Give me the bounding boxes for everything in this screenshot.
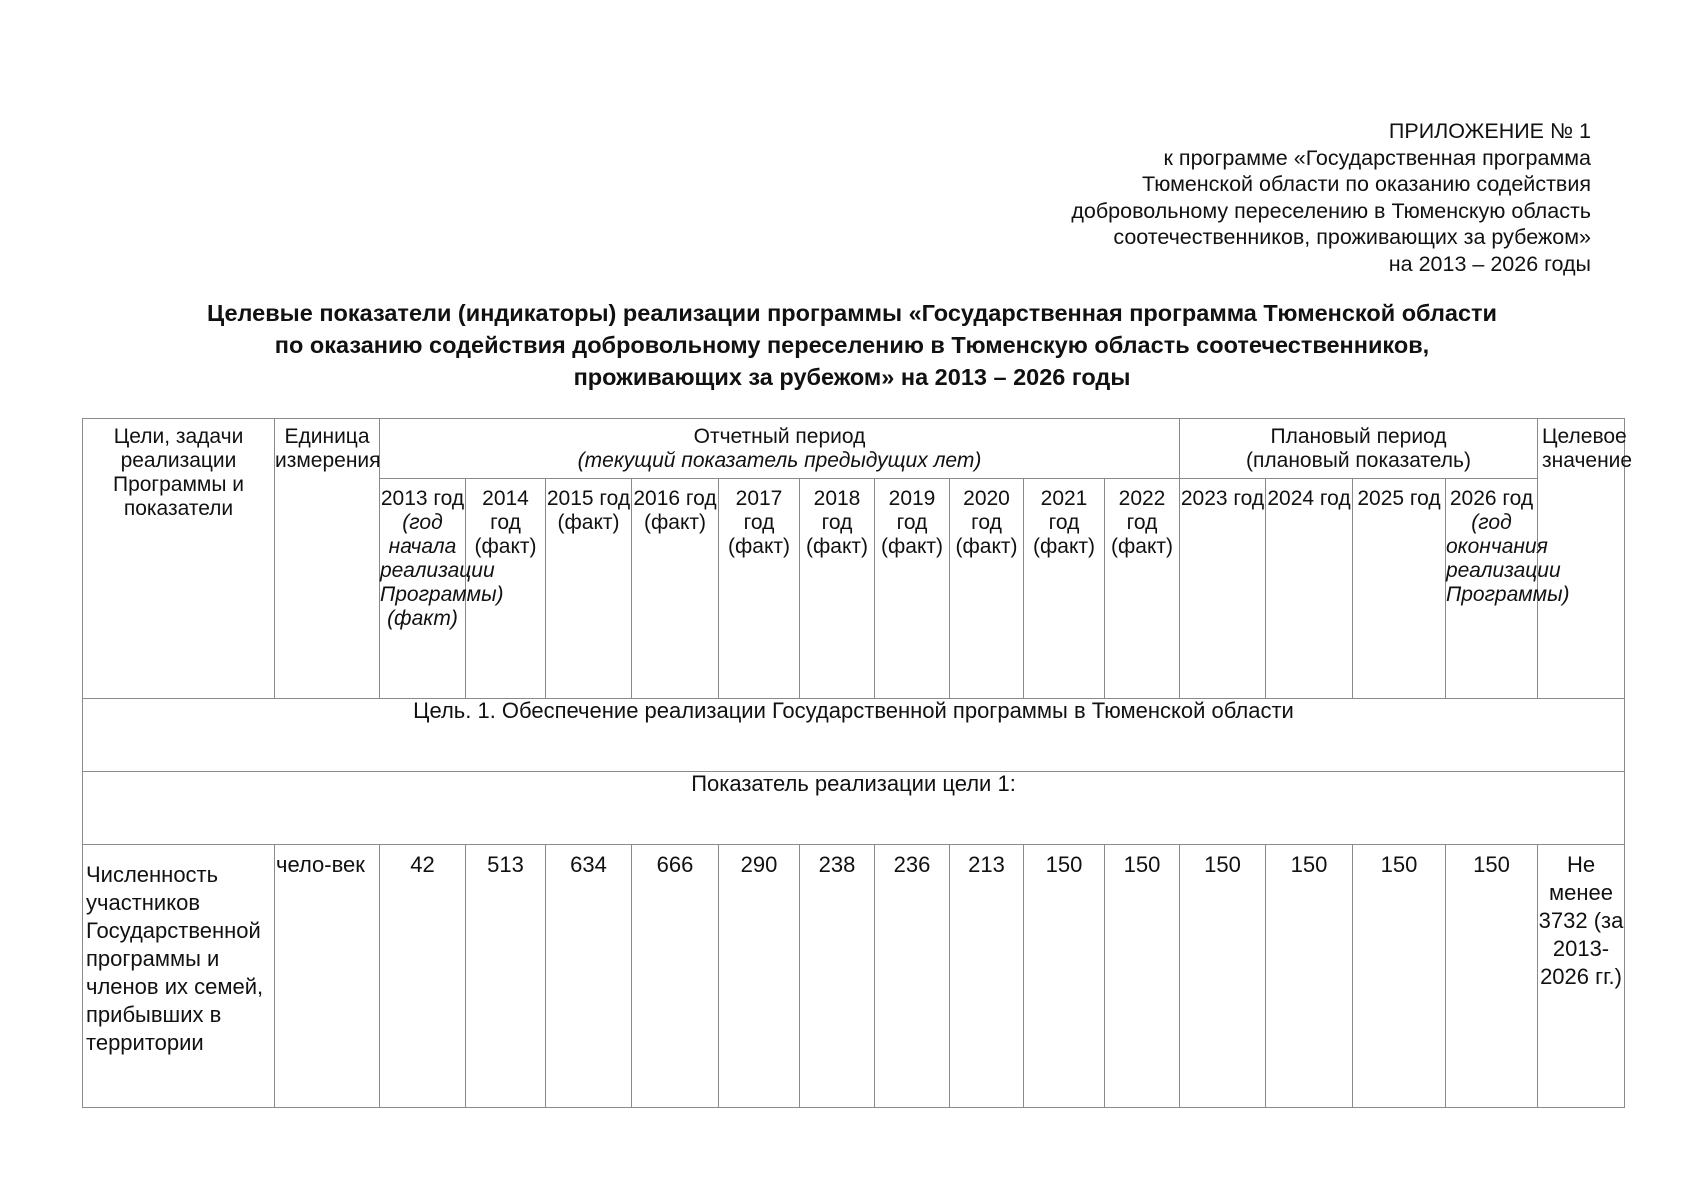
- value-2016: 666: [632, 845, 719, 1108]
- title-line: Целевые показатели (индикаторы) реализации программы «Государственная программа Тюменской области: [207, 300, 1497, 326]
- appendix-line: Тюменской области по оказанию содействия: [1142, 172, 1591, 196]
- header-year-2015: 2015 год (факт): [546, 479, 632, 699]
- target-value: Не менее 3732 (за 2013-2026 гг.): [1538, 845, 1625, 1108]
- reporting-period-label: Отчетный период: [693, 425, 866, 448]
- goal-row: [83, 699, 1625, 772]
- header-year-2022: 2022 год (факт): [1105, 479, 1180, 699]
- reporting-period-sub: (текущий показатель предыдущих лет): [577, 449, 982, 472]
- value-2015: 634: [546, 845, 632, 1108]
- header-target: Целевое значение: [1538, 419, 1625, 699]
- header-year-2026: [1446, 479, 1570, 699]
- year-2013-label: 2013 год: [380, 487, 465, 510]
- header-goals: Цели, задачи реализации Программы и показатели: [83, 419, 275, 699]
- value-2014: 513: [466, 845, 546, 1108]
- header-year-2018: 2018 год (факт): [800, 479, 875, 699]
- header-year-2023: 2023 год: [1180, 479, 1266, 699]
- table-row: [83, 845, 1625, 1108]
- value-2023: 150: [1180, 845, 1266, 1108]
- value-2020: 213: [950, 845, 1024, 1108]
- indicators-table: [82, 418, 1633, 1108]
- header-year-2019: 2019 год (факт): [875, 479, 950, 699]
- document-title: [82, 297, 1622, 393]
- header-year-2024: 2024 год: [1266, 479, 1353, 699]
- value-2018: 238: [800, 845, 875, 1108]
- title-line: по оказанию содействия добровольному переселению в Тюменскую область соотечественников,: [274, 332, 1430, 358]
- indicator-row: [83, 772, 1625, 845]
- appendix-line: к программе «Государственная программа: [1163, 145, 1591, 170]
- indicator-unit: чело-век: [275, 845, 380, 1108]
- header-reporting-period: [380, 419, 1180, 479]
- value-2024: 150: [1266, 845, 1353, 1108]
- header-year-2013: [380, 479, 504, 699]
- header-year-2016: 2016 год (факт): [632, 479, 719, 699]
- header-unit: Единица измерения: [275, 419, 380, 699]
- value-2013: 42: [380, 845, 466, 1108]
- year-2013-sub: (год начала реализации Программы) (факт): [380, 511, 504, 630]
- value-2019: 236: [875, 845, 950, 1108]
- header-row-top: [83, 419, 1625, 479]
- value-2025: 150: [1353, 845, 1446, 1108]
- planned-period-sub: (плановый показатель): [1246, 449, 1471, 472]
- header-year-2025: 2025 год: [1353, 479, 1446, 699]
- header-year-2017: 2017 год (факт): [719, 479, 800, 699]
- appendix-line: добровольному переселению в Тюменскую область: [1071, 198, 1591, 223]
- value-2021: 150: [1024, 845, 1105, 1108]
- appendix-line: на 2013 – 2026 годы: [1388, 251, 1591, 276]
- value-2017: 290: [719, 845, 800, 1108]
- appendix-line: соотечественников, проживающих за рубежом»: [1113, 225, 1591, 249]
- indicator-name: Численность участников Государственной программы и членов их семей, прибывших в территории: [83, 845, 275, 1108]
- appendix-note: [1071, 118, 1591, 277]
- header-planned-period: [1180, 419, 1538, 479]
- goal-text: Цель. 1. Обеспечение реализации Государственной программы в Тюменской области: [83, 699, 1625, 772]
- appendix-line: ПРИЛОЖЕНИЕ № 1: [1388, 119, 1591, 143]
- header-year-2021: 2021 год (факт): [1024, 479, 1105, 699]
- value-2026: 150: [1446, 845, 1538, 1108]
- indicator-text: Показатель реализации цели 1:: [83, 772, 1625, 845]
- header-year-2020: 2020 год (факт): [950, 479, 1024, 699]
- value-2022: 150: [1105, 845, 1180, 1108]
- header-year-2014: 2014 год (факт): [466, 479, 546, 699]
- planned-period-label: Плановый период: [1270, 425, 1447, 448]
- title-line: проживающих за рубежом» на 2013 – 2026 годы: [573, 364, 1131, 390]
- year-2026-label: 2026 год: [1449, 487, 1534, 510]
- year-2026-sub: (год окончания реализации Программы): [1446, 511, 1570, 606]
